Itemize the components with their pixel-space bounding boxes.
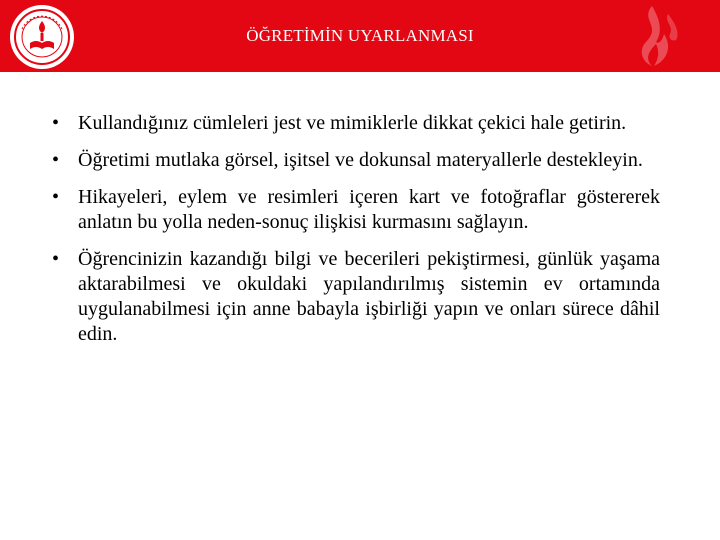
bullet-text: Kullandığınız cümleleri jest ve mimiklerle dikkat çekici hale getirin. — [78, 112, 627, 134]
list-item — [48, 111, 660, 136]
list-item — [48, 185, 660, 235]
bullet-list — [48, 111, 660, 359]
bullet-marker: • — [52, 112, 60, 134]
page-title: ÖĞRETİMİN UYARLANMASI — [246, 26, 474, 45]
list-item — [48, 247, 660, 347]
bullet-marker: • — [52, 149, 60, 171]
list-item — [48, 148, 660, 173]
bullet-marker: • — [52, 248, 60, 270]
bullet-text: Öğretimi mutlaka görsel, işitsel ve dokunsal materyallerle destekleyin. — [78, 149, 643, 171]
bullet-text: Öğrencinizin kazandığı bilgi ve becerileri pekiştirmesi, günlük yaşama aktarabilmesi ve okuldaki yapılandırılmış sistemin ev ortamında uygulanabilmesi için anne babayla işbirliği yapın ve onları sürece dâhil edin. — [78, 248, 660, 345]
flame-icon — [618, 4, 688, 68]
header-banner — [0, 0, 720, 72]
bullet-marker: • — [52, 186, 60, 208]
bullet-text: Hikayeleri, eylem ve resimleri içeren kart ve fotoğraflar göstererek anlatın bu yolla neden-sonuç ilişkisi kurmasını sağlayın. — [78, 186, 660, 233]
